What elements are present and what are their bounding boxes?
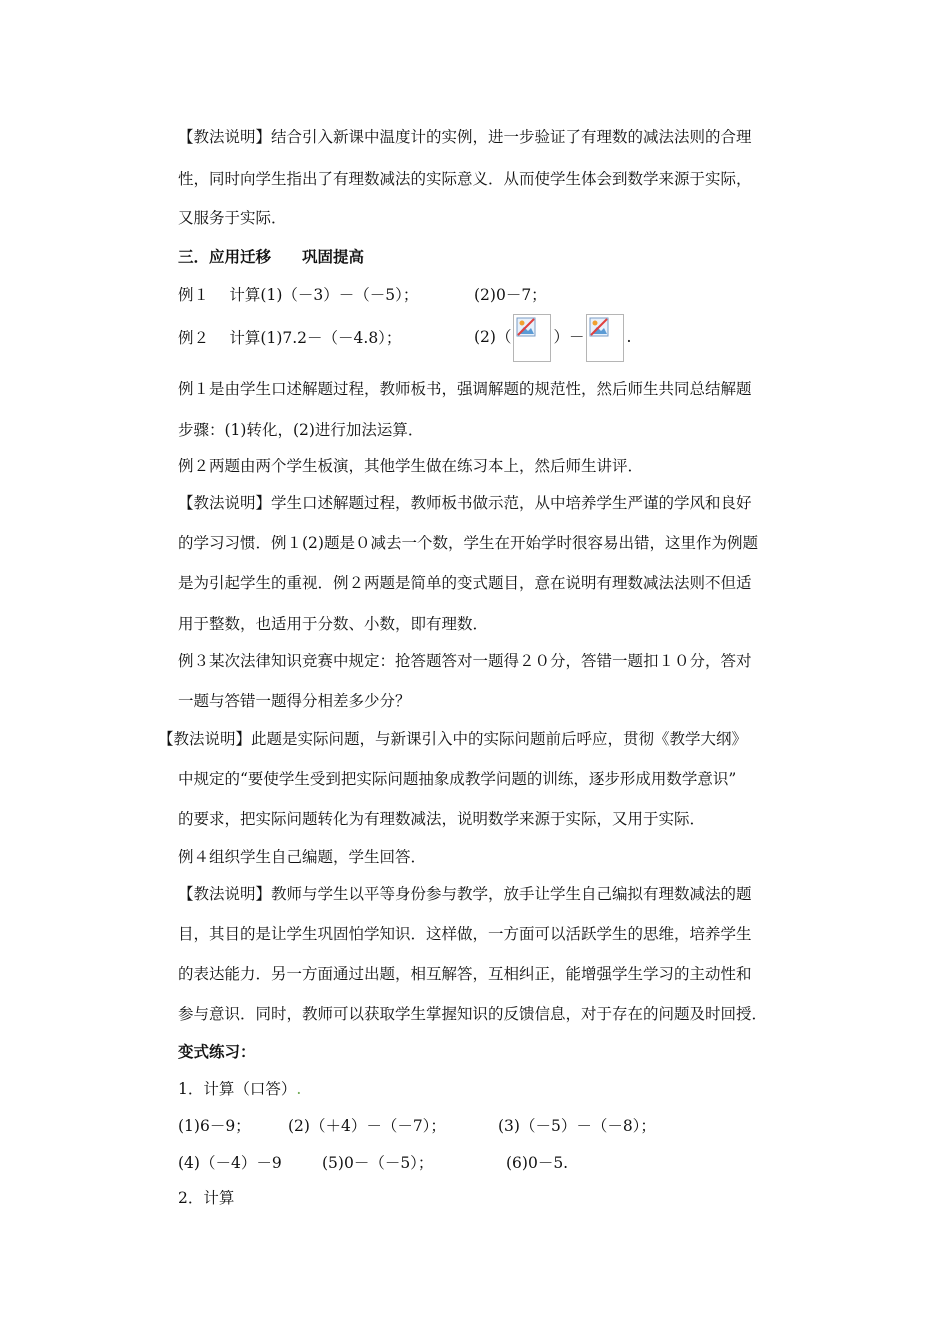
example-2-part-1: 例２ 计算(1)7.2－（－4.8）； [178,329,402,347]
paragraph-line: 【教法说明】此题是实际问题，与新课引入中的实际问题前后呼应，贯彻《教学大纲》 [158,730,748,748]
example-1-line [178,284,547,306]
example-2-part-2-prefix: (2)（ [474,328,512,346]
exercise-item: (2)（＋4）－（－7）； [288,1117,446,1135]
paragraph-line: 【教法说明】学生口述解题过程，教师板书做示范，从中培养学生严谨的学风和良好 [178,494,752,512]
question-1-dot: . [296,1080,302,1098]
paragraph-segment: 过程，教师板书，强调解题的规范性，然后师生共同总结解题 [333,380,752,398]
broken-image-icon [586,314,624,362]
exercise-item: (3)（－5）－（－8）； [498,1117,656,1135]
paragraph-line: 【教法说明】教师与学生以平等身份参与教学，放手让学生自己编拟有理数减法的题 [178,885,752,903]
paragraph-line: 例２两题由两个学生板演，其他学生做在练习本上，然后师生讲评． [178,457,644,475]
question-1 [178,1078,301,1100]
paragraph-line: 是为引起学生的重视．例２两题是简单的变式题目，意在说明有理数减法法则不但适 [178,574,752,592]
paragraph-line: 参与意识．同时，教师可以获取学生掌握知识的反馈信息，对于存在的问题及时回授． [178,1005,768,1023]
paragraph-line: 又服务于实际． [178,209,287,227]
example-2-fraction-line [474,312,631,362]
paragraph-line: 的表达能力．另一方面通过出题，相互解答，互相纠正，能增强学生学习的主动性和 [178,965,752,983]
paragraph-line: 的要求，把实际问题转化为有理数减法，说明数学来源于实际，又用于实际． [178,810,706,828]
exercise-item: (6)0－5. [506,1154,569,1172]
question-1-text: 1．计算（口答） [178,1080,297,1098]
section-heading: 三．应用迁移 巩固提高 [178,247,365,266]
exercise-item: (4)（－4）－9 [178,1154,282,1172]
example-1-part-1: 例１ 计算(1)（－3）－（－5）； [178,286,419,304]
example-2-part-2-middle: ）－ [553,328,585,346]
example-2-part-2-end: . [626,328,632,346]
variant-exercises-heading: 变式练习： [178,1042,256,1061]
paragraph-line: 例３某次法律知识竞赛中规定：抢答题答对一题得２０分，答错一题扣１０分，答对 [178,652,752,670]
paragraph-line: 一题与答错一题得分相差多少分？ [178,692,411,710]
paragraph-line: 的学习习惯．例１(2)题是０减去一个数，学生在开始学时很容易出错，这里作为例题 [178,534,758,552]
paragraph-segment: 例１是由学生口述解题 [178,380,334,398]
example-2-line [178,327,401,349]
paragraph-line: 用于整数，也适用于分数、小数，即有理数． [178,615,489,633]
paragraph-line: 【教法说明】结合引入新课中温度计的实例，进一步验证了有理数的减法法则的合理 [178,128,752,146]
paragraph-line: 性，同时向学生指出了有理数减法的实际意义．从而使学生体会到数学来源于实际， [178,170,752,188]
paragraph-line: 步骤：(1)转化，(2)进行加法运算． [178,421,424,439]
exercise-row-1 [178,1115,656,1137]
paragraph-line: 中规定的“要使学生受到把实际问题抽象成教学问题的训练，逐步形成用数学意识” [178,770,737,788]
paragraph-line: 目，其目的是让学生巩固怕学知识．这样做，一方面可以活跃学生的思维，培养学生 [178,925,752,943]
exercise-item: (1)6－9； [178,1117,251,1135]
broken-image-icon [513,314,551,362]
exercise-row-2 [178,1152,569,1174]
question-2: 2．计算 [178,1189,235,1207]
paragraph-line: 例４组织学生自己编题，学生回答． [178,848,427,866]
exercise-item: (5)0－（－5）； [322,1154,434,1172]
paragraph-line [178,378,752,400]
example-1-part-2: (2)0－7； [474,286,547,304]
